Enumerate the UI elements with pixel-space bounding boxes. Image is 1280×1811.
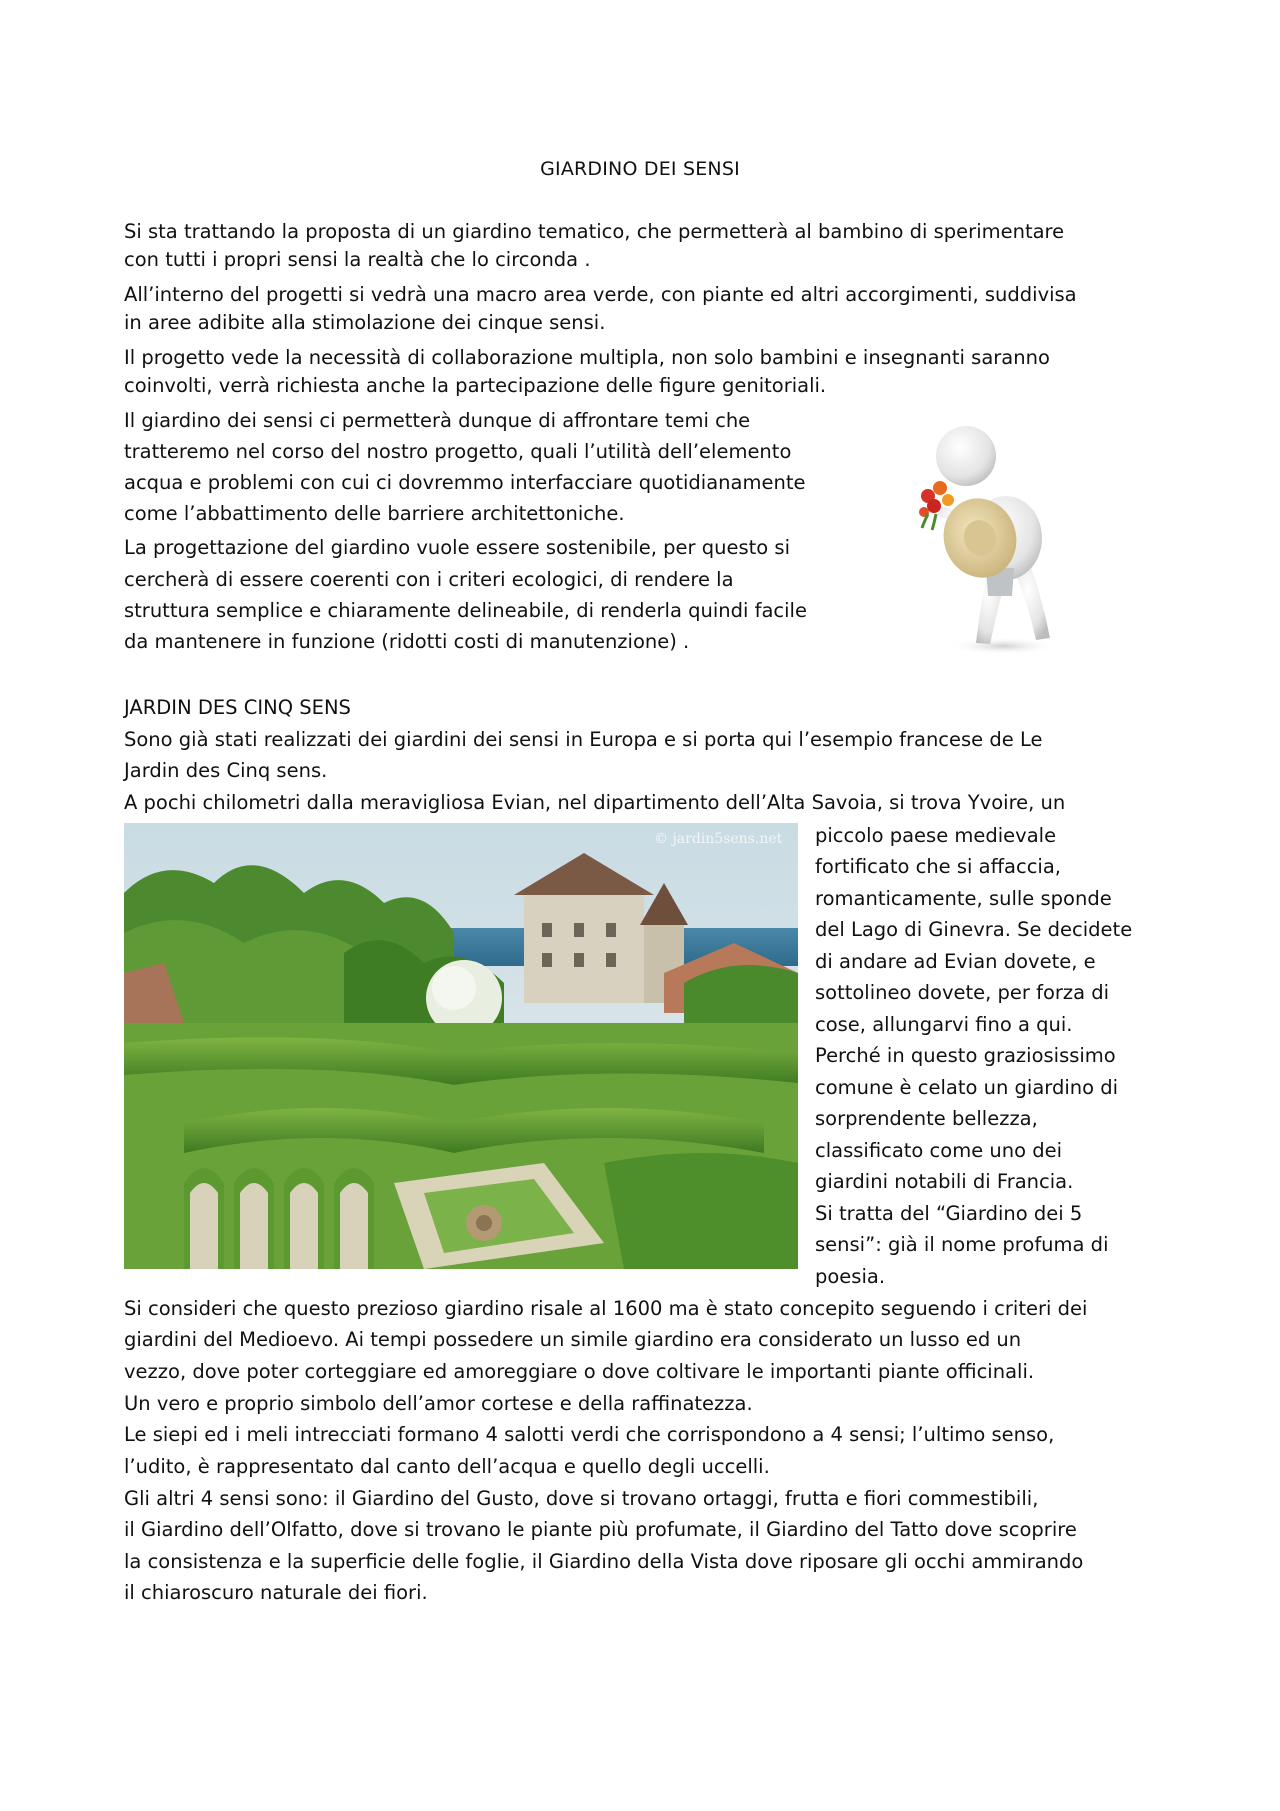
photo-watermark: © jardin5sens.net bbox=[654, 831, 783, 847]
intro-line: All’interno del progetti si vedrà una macro area verde, con piante ed altri accorgimenti, suddivisa bbox=[124, 283, 1077, 306]
side-line: fortificato che si affaccia, bbox=[815, 855, 1061, 878]
side-line: cose, allungarvi fino a qui. bbox=[815, 1013, 1073, 1036]
section-heading: JARDIN DES CINQ SENS bbox=[124, 696, 351, 719]
side-line: sensi”: già il nome profuma di bbox=[815, 1233, 1109, 1256]
intro-line: tratteremo nel corso del nostro progetto, quali l’utilità dell’elemento bbox=[124, 440, 792, 463]
closing-line: l’udito, è rappresentato dal canto dell’acqua e quello degli uccelli. bbox=[124, 1455, 770, 1478]
closing-line: Gli altri 4 sensi sono: il Giardino del Gusto, dove si trovano ortaggi, frutta e fiori commestibili, bbox=[124, 1487, 1039, 1510]
intro-line: in aree adibite alla stimolazione dei cinque sensi. bbox=[124, 311, 606, 334]
side-line: romanticamente, sulle sponde bbox=[815, 887, 1112, 910]
closing-line: Un vero e proprio simbolo dell’amor cortese e della raffinatezza. bbox=[124, 1392, 753, 1415]
section-line: Sono già stati realizzati dei giardini dei sensi in Europa e si porta qui l’esempio francese de Le bbox=[124, 728, 1043, 751]
intro-line: cercherà di essere coerenti con i criteri ecologici, di rendere la bbox=[124, 568, 734, 591]
side-line: poesia. bbox=[815, 1265, 886, 1288]
closing-line: giardini del Medioevo. Ai tempi possedere un simile giardino era considerato un lusso ed un bbox=[124, 1328, 1022, 1351]
side-line: giardini notabili di Francia. bbox=[815, 1170, 1074, 1193]
intro-line: Si sta trattando la proposta di un giardino tematico, che permetterà al bambino di sperimentare bbox=[124, 220, 1065, 243]
intro-line: struttura semplice e chiaramente delineabile, di renderla quindi facile bbox=[124, 599, 807, 622]
side-line: sottolineo dovete, per forza di bbox=[815, 981, 1110, 1004]
closing-line: la consistenza e la superficie delle foglie, il Giardino della Vista dove riposare gli occhi ammirando bbox=[124, 1550, 1084, 1573]
side-line: comune è celato un giardino di bbox=[815, 1076, 1119, 1099]
side-line: Perché in questo graziosissimo bbox=[815, 1044, 1116, 1067]
intro-line: acqua e problemi con cui ci dovremmo interfacciare quotidianamente bbox=[124, 471, 806, 494]
side-line: Si tratta del “Giardino dei 5 bbox=[815, 1202, 1083, 1225]
section-line: Jardin des Cinq sens. bbox=[124, 759, 328, 782]
intro-line: come l’abbattimento delle barriere architettoniche. bbox=[124, 502, 625, 525]
side-line: classificato come uno dei bbox=[815, 1139, 1063, 1162]
closing-line: il Giardino dell’Olfatto, dove si trovano le piante più profumate, il Giardino del Tatto dove scoprire bbox=[124, 1518, 1077, 1541]
closing-line: Le siepi ed i meli intrecciati formano 4 salotti verdi che corrispondono a 4 sensi; l’ultimo senso, bbox=[124, 1423, 1055, 1446]
intro-line: Il giardino dei sensi ci permetterà dunque di affrontare temi che bbox=[124, 409, 751, 432]
section-line: A pochi chilometri dalla meravigliosa Evian, nel dipartimento dell’Alta Savoia, si trova Yvoire, un bbox=[124, 791, 1066, 814]
figure-with-flowers-icon bbox=[918, 418, 1068, 658]
intro-line: Il progetto vede la necessità di collaborazione multipla, non solo bambini e insegnanti saranno bbox=[124, 346, 1050, 369]
side-line: di andare ad Evian dovete, e bbox=[815, 950, 1096, 973]
page-title: GIARDINO DEI SENSI bbox=[540, 158, 740, 180]
side-line: sorprendente bellezza, bbox=[815, 1107, 1038, 1130]
closing-line: Si consideri che questo prezioso giardino risale al 1600 ma è stato concepito seguendo i criteri dei bbox=[124, 1297, 1088, 1320]
closing-line: vezzo, dove poter corteggiare ed amoreggiare o dove coltivare le importanti piante officinali. bbox=[124, 1360, 1035, 1383]
side-line: piccolo paese medievale bbox=[815, 824, 1057, 847]
intro-line: La progettazione del giardino vuole essere sostenibile, per questo si bbox=[124, 536, 791, 559]
intro-line: da mantenere in funzione (ridotti costi di manutenzione) . bbox=[124, 630, 690, 653]
garden-photo bbox=[124, 823, 798, 1269]
side-line: del Lago di Ginevra. Se decidete bbox=[815, 918, 1133, 941]
closing-line: il chiaroscuro naturale dei fiori. bbox=[124, 1581, 428, 1604]
intro-line: coinvolti, verrà richiesta anche la partecipazione delle figure genitoriali. bbox=[124, 374, 827, 397]
intro-line: con tutti i propri sensi la realtà che lo circonda . bbox=[124, 248, 591, 271]
